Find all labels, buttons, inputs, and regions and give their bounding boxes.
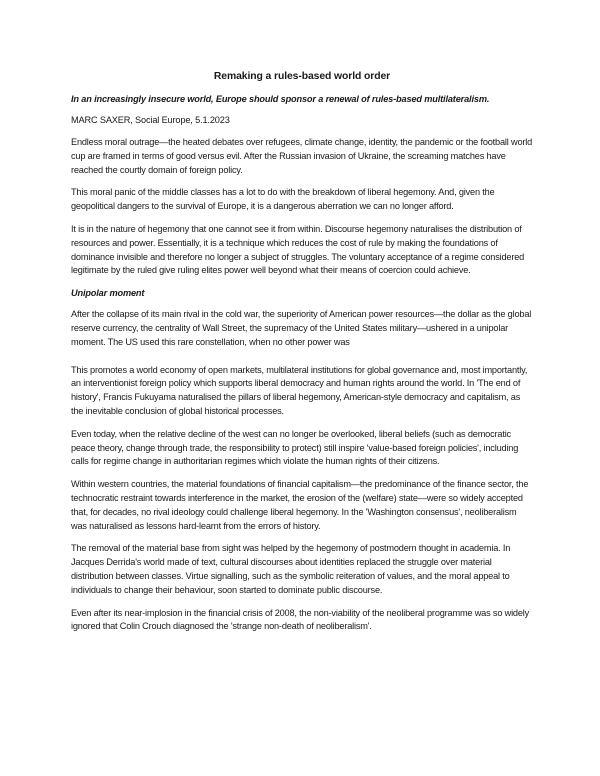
paragraph-2: This moral panic of the middle classes has a lot to do with the breakdown of liberal hegemony. And, given the geopolitical dangers to the survival of Europe, it is a dangerous aberration we can no longer afford. (71, 187, 495, 212)
paragraph-7: Within western countries, the material foundations of financial capitalism—the predominance of the finance sector, the technocratic restraint towards interference in the market, the erosion of the (welfare) state—were so widely accepted that, for decades, no rival ideology could challenge liberal hegemony. In the 'Washington consensus', neoliberalism was naturalised as lessons hard-learnt from the errors of history. (71, 479, 529, 531)
paragraph-3: It is in the nature of hegemony that one cannot see it from within. Discourse hegemony naturalises the distribution of resources and power. Essentially, it is a technique which reduces the cost of rule by making the foundations of dominance invisible and therefore no longer a subject of struggles. The voluntary acceptance of a regime considered legitimate by the ruled give ruling elites power well beyond what their means of coercion could achieve. (71, 223, 525, 276)
article-title: Remaking a rules-based world order (213, 71, 391, 82)
paragraph-5: This promotes a world economy of open markets, multilateral institutions for global governance and, most importantly, an interventionist foreign policy which supports liberal democracy and human rights around the world. In 'The end of history', Francis Fukuyama naturalised the pillars of liberal hegemony, American-style democracy and capitalism, as the inevitable conclusion of global historical processes. (71, 364, 528, 416)
article-byline: MARC SAXER, Social Europe, 5.1.2023 (71, 115, 230, 125)
paragraph-1: Endless moral outrage—the heated debates over refugees, climate change, identity, the pandemic or the football world cup are framed in terms of good versus evil. After the Russian invasion of Ukraine, the screaming matches have reached the courtly domain of foreign policy. (71, 137, 533, 175)
paragraph-6: Even today, when the relative decline of the west can no longer be overlooked, liberal beliefs (such as democratic peace theory, change through trade, the responsibility to protect) still inspire 'value-based foreign policies', including calls for regime change in authoritarian regimes which violate the human rights of their citizens. (71, 428, 519, 467)
section-heading: Unipolar moment (71, 288, 145, 299)
article-subtitle: In an increasingly insecure world, Europe should sponsor a renewal of rules-based multilateralism. (71, 94, 490, 104)
article-body (71, 70, 533, 643)
paragraph-4: After the collapse of its main rival in the cold war, the superiority of American power resources—the dollar as the global reserve currency, the centrality of Wall Street, the supremacy of the United States military—ushered in a unipolar moment. The US used this rare constellation, when no other power was (71, 309, 532, 347)
paragraph-8: The removal of the material base from sight was helped by the hegemony of postmodern thought in academia. In Jacques Derrida's world made of text, cultural discourses about identities replaced the struggle over material distribution between classes. Virtue signalling, such as the symbolic reiteration of values, and the moral appeal to individuals to change their behaviour, soon started to dominate public discourse. (71, 543, 511, 595)
paragraph-9: Even after its near-implosion in the financial crisis of 2008, the non-viability of the neoliberal programme was so widely ignored that Colin Crouch diagnosed the 'strange non-death of neoliberalism'. (71, 607, 530, 632)
